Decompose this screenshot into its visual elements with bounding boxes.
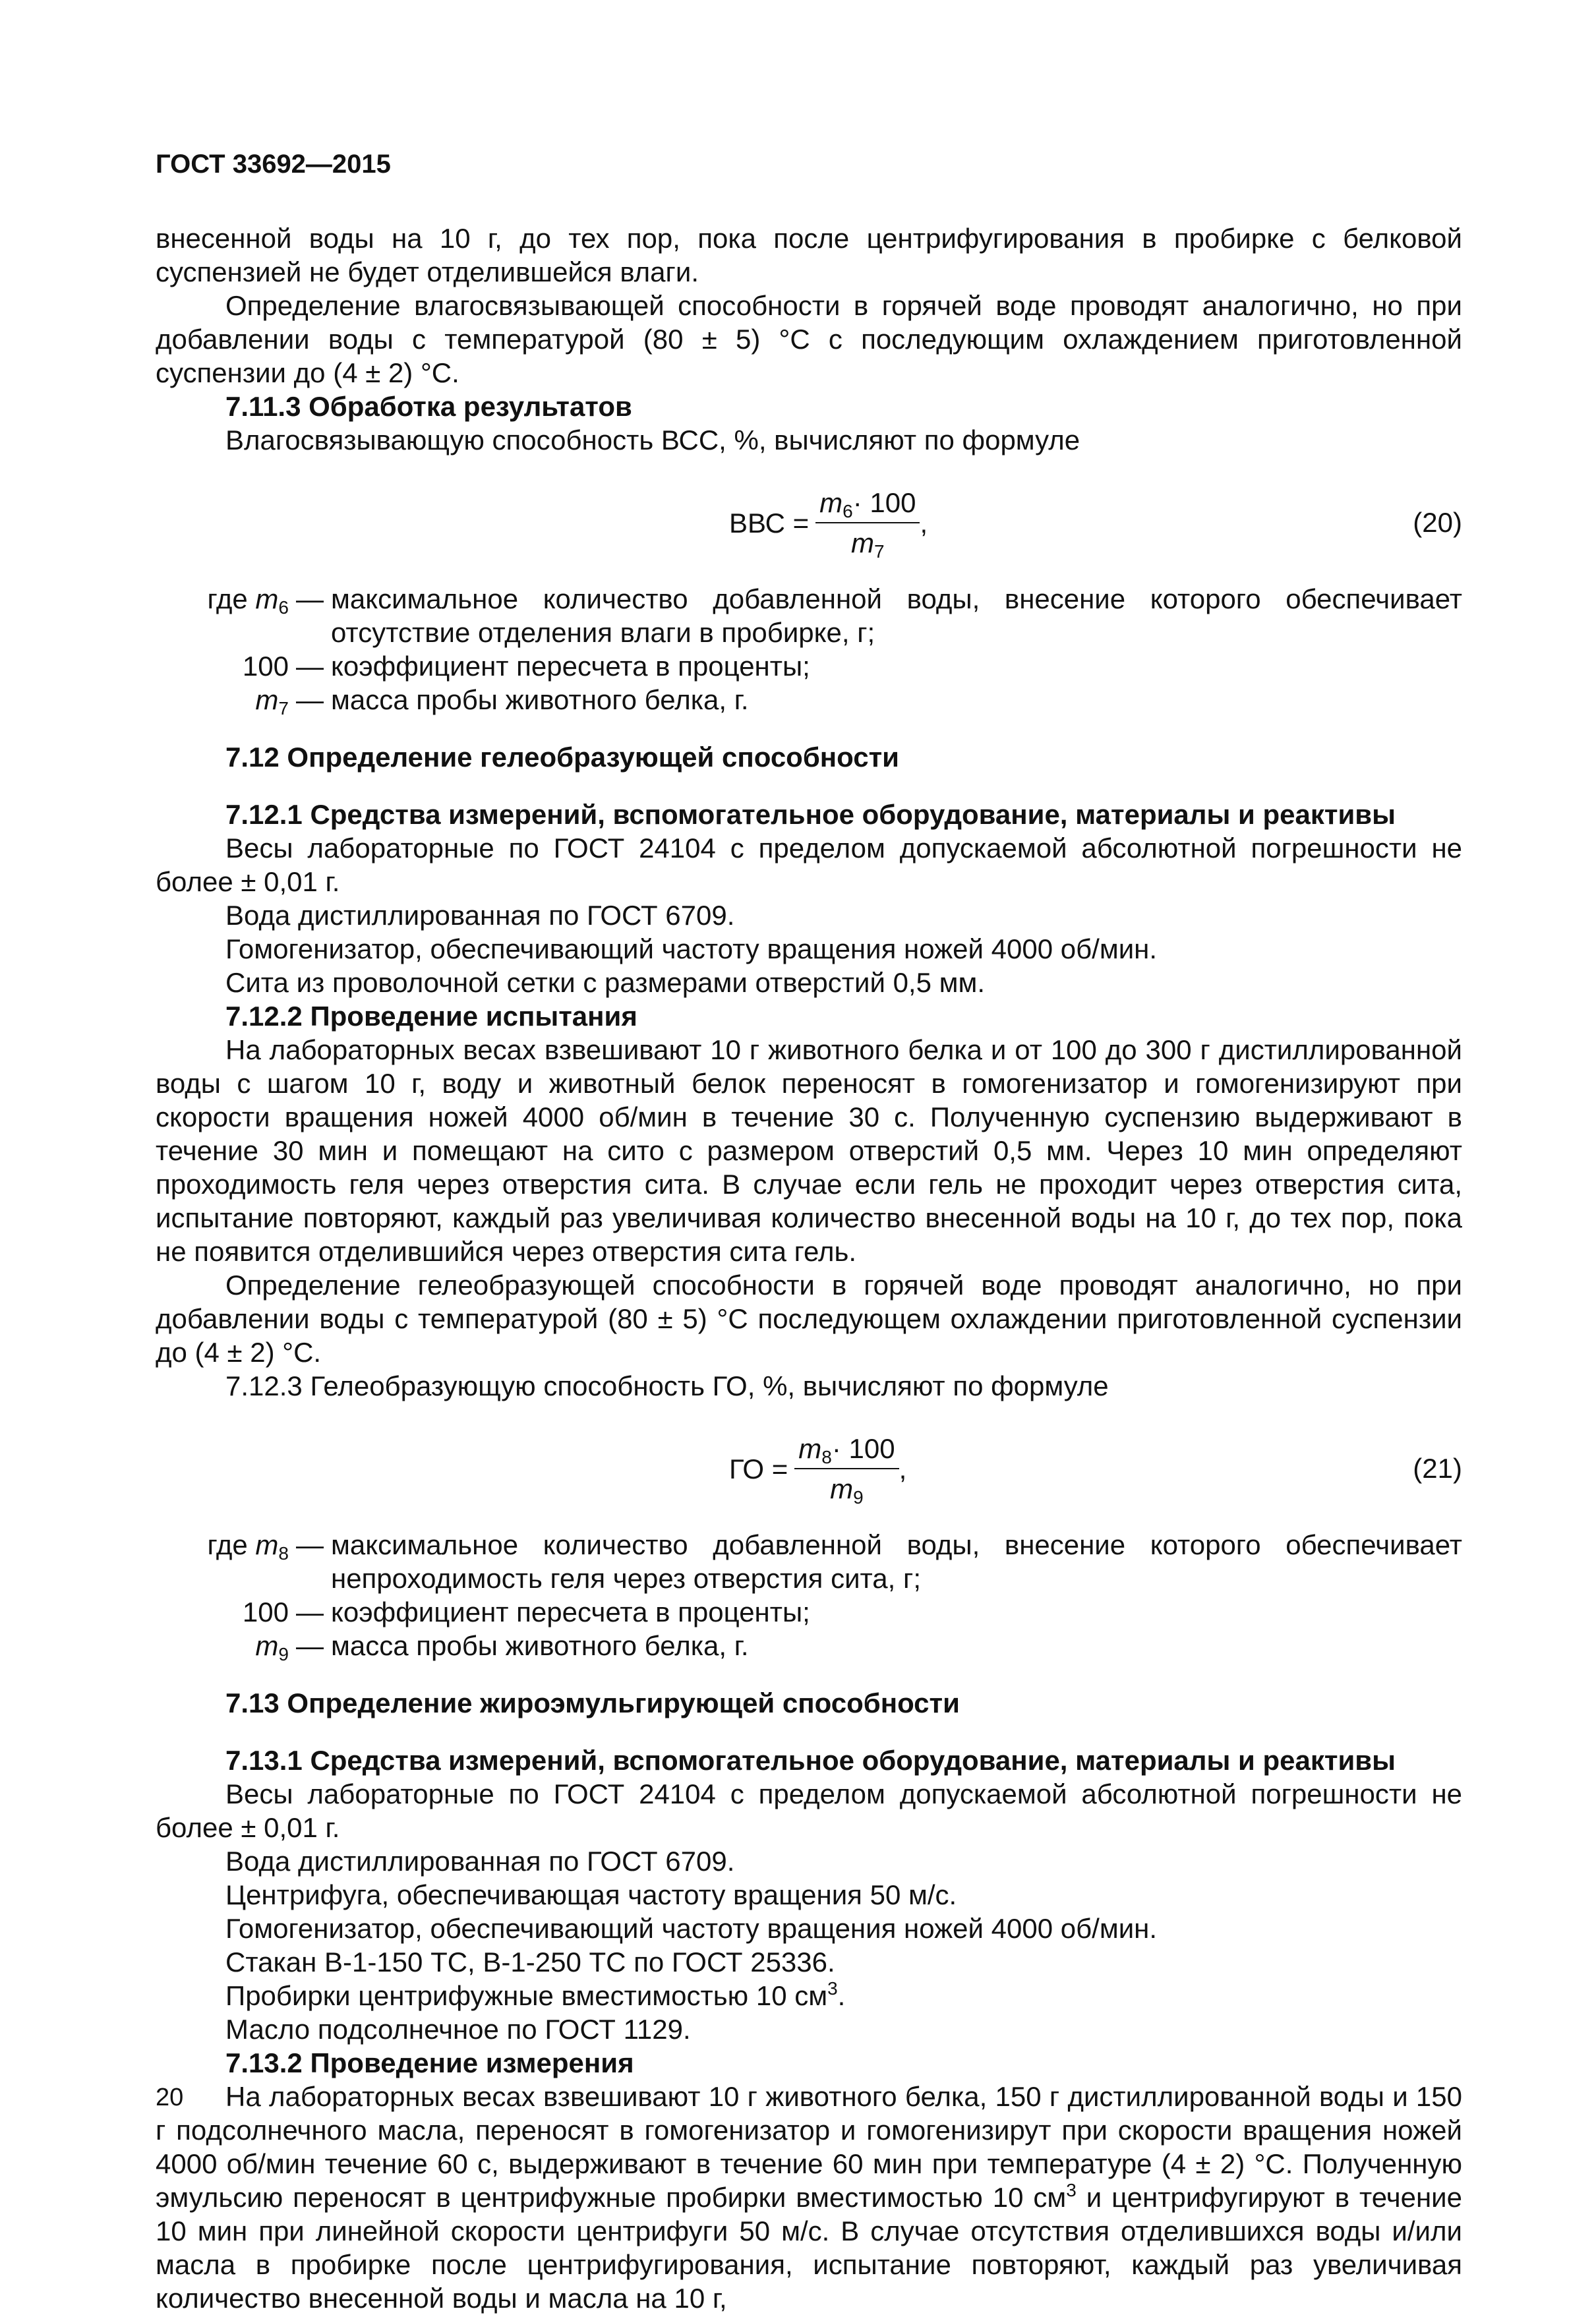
list-item: Стакан В-1-150 ТС, В-1-250 ТС по ГОСТ 25336.	[225, 1947, 835, 1978]
legend-dash: —	[296, 1597, 324, 1627]
list-item: Центрифуга, обеспечивающая частоту вращения 50 м/с.	[225, 1879, 957, 1910]
legend-text: масса пробы животного белка, г.	[331, 684, 749, 715]
formula-legend	[156, 582, 1462, 717]
list-item: Весы лабораторные по ГОСТ 24104 с пределом допускаемой абсолютной погрешности не более ± 0,01 г.	[156, 1778, 1462, 1843]
fraction-denominator	[830, 1469, 864, 1506]
variable: m	[830, 1473, 854, 1504]
legend-row	[156, 1629, 1462, 1662]
legend-text: максимальное количество добавленной воды, внесение которого обеспечивает непроходимость геля через отверстия сита, г;	[331, 1529, 1462, 1594]
variable: m	[255, 583, 279, 614]
section-heading: 7.11.3 Обработка результатов	[225, 391, 632, 422]
formula-expression	[729, 486, 928, 560]
legend-text: максимальное количество добавленной воды, внесение которого обеспечивает отсутствие отделения влаги в пробирке, г;	[331, 583, 1462, 648]
list-item	[156, 1979, 1462, 2012]
subscript: 6	[278, 597, 289, 618]
legend-dash: —	[296, 684, 324, 715]
legend-symbol: 100	[242, 1597, 289, 1627]
subsection-heading: 7.13.2 Проведение измерения	[225, 2047, 634, 2078]
formula-20	[156, 479, 1462, 578]
formula-21	[156, 1425, 1462, 1524]
subscript: 9	[278, 1644, 289, 1664]
document-header: ГОСТ 33692—2015	[156, 150, 391, 179]
numerator-rest: · 100	[831, 1433, 895, 1464]
paragraph: На лабораторных весах взвешивают 10 г животного белка и от 100 до 300 г дистиллированной воды с шагом 10 г, воду и животный белок переносят в гомогенизатор и гомогенизируют при скорости вращения ножей 4000 об/мин в течение 30 с. Полученную суспензию выдерживают в течение 30 мин и помещают на сито с размером отверстий 0,5 мм. Через 10 мин определяют проходимость геля через отверстия сита. В случае если гель не проходит через отверстия сита, испытание повторяют, каждый раз увеличивая количество внесенной воды на 10 г, до тех пор, пока не появится отделившийся через отверстия сита гель.	[156, 1034, 1462, 1267]
variable: m	[255, 684, 279, 715]
section-heading: 7.12 Определение гелеобразующей способности	[225, 742, 899, 773]
legend-row	[156, 582, 1462, 649]
paragraph: Определение влагосвязывающей способности в горячей воде проводят аналогично, но при добавлении воды с температурой (80 ± 5) °C с последующим охлаждением приготовленной суспензии до (4 ± 2) °C.	[156, 290, 1462, 388]
legend-dash: —	[296, 1529, 324, 1560]
legend-row	[156, 1528, 1462, 1595]
paragraph: внесенной воды на 10 г, до тех пор, пока после центрифугирования в пробирке с белковой суспензией не будет отделившейся влаги.	[156, 223, 1462, 287]
variable: m	[851, 527, 875, 558]
fraction	[794, 1432, 899, 1506]
list-item-text: Пробирки центрифужные вместимостью 10 см	[225, 1980, 828, 2011]
page-body	[156, 221, 1462, 2315]
variable: m	[255, 1630, 279, 1661]
numerator-rest: · 100	[852, 487, 916, 518]
subscript: 7	[278, 698, 289, 718]
page-number: 20	[156, 2084, 184, 2111]
formula-comma: ,	[899, 1453, 907, 1484]
subsection-heading: 7.12.1 Средства измерений, вспомогательное оборудование, материалы и реактивы	[225, 799, 1396, 830]
variable: m	[819, 487, 843, 518]
list-item: Вода дистиллированная по ГОСТ 6709.	[225, 1846, 735, 1877]
formula-expression	[729, 1432, 906, 1506]
list-item-end: .	[837, 1980, 846, 2011]
list-item: Сита из проволочной сетки с размерами отверстий 0,5 мм.	[225, 967, 986, 998]
legend-row	[156, 1595, 1462, 1629]
list-item: Гомогенизатор, обеспечивающий частоту вращения ножей 4000 об/мин.	[225, 1913, 1158, 1944]
paragraph: Определение гелеобразующей способности в горячей воде проводят аналогично, но при добавлении воды с температурой (80 ± 5) °C последующем охлаждении приготовленной суспензии до (4 ± 2) °C.	[156, 1270, 1462, 1368]
subscript: 8	[278, 1543, 289, 1564]
legend-symbol: 100	[242, 651, 289, 682]
list-item: Вода дистиллированная по ГОСТ 6709.	[225, 900, 735, 931]
fraction-numerator	[794, 1432, 899, 1469]
subsection-heading: 7.12.2 Проведение испытания	[225, 1001, 637, 1032]
legend-symbol	[156, 1629, 289, 1662]
list-item: Гомогенизатор, обеспечивающий частоту вращения ножей 4000 об/мин.	[225, 933, 1158, 964]
paragraph: Влагосвязывающую способность ВСС, %, вычисляют по формуле	[225, 425, 1080, 455]
legend-row	[156, 683, 1462, 717]
formula-lhs: ВВС =	[729, 507, 810, 539]
legend-text: масса пробы животного белка, г.	[331, 1630, 749, 1661]
list-item: Масло подсолнечное по ГОСТ 1129.	[225, 2014, 691, 2045]
paragraph	[156, 2080, 1462, 2315]
legend-dash: —	[296, 1630, 324, 1661]
superscript: 3	[1066, 2180, 1077, 2200]
legend-text: коэффициент пересчета в проценты;	[331, 651, 810, 682]
fraction-denominator	[851, 523, 885, 560]
legend-row	[156, 649, 1462, 683]
list-item: Весы лабораторные по ГОСТ 24104 с пределом допускаемой абсолютной погрешности не более ± 0,01 г.	[156, 833, 1462, 897]
formula-lhs: ГО =	[729, 1453, 788, 1484]
equation-number: (21)	[1413, 1453, 1462, 1484]
legend-dash: —	[296, 651, 324, 682]
subscript: 8	[821, 1447, 832, 1467]
legend-symbol	[156, 1528, 289, 1595]
formula-legend	[156, 1528, 1462, 1662]
section-heading: 7.13 Определение жироэмульгирующей способности	[225, 1687, 960, 1718]
subscript: 6	[842, 501, 853, 521]
legend-symbol	[156, 582, 289, 649]
legend-text: коэффициент пересчета в проценты;	[331, 1597, 810, 1627]
variable: m	[255, 1529, 279, 1560]
superscript: 3	[827, 1978, 838, 1999]
legend-symbol	[156, 683, 289, 717]
formula-comma: ,	[920, 507, 928, 539]
paragraph-text: На лабораторных весах взвешивают 10 г животного белка, 150 г дистиллированной воды и 150 г подсолнечного масла, переносят в гомогенизатор и гомогенизирут при скорости вращения ножей 4000 об/мин течение 60 с, выдерживают в течение 60 мин при температуре (4 ± 2) °С. Полученную эмульсию переносят в центрифужные пробирки вместимостью 10 см	[156, 2081, 1462, 2213]
legend-lead: где	[207, 583, 248, 614]
subsection-heading: 7.13.1 Средства измерений, вспомогательное оборудование, материалы и реактивы	[225, 1745, 1396, 1776]
fraction-numerator	[815, 486, 920, 523]
subscript: 7	[874, 541, 885, 562]
subscript: 9	[853, 1487, 864, 1508]
fraction	[815, 486, 920, 560]
equation-number: (20)	[1413, 507, 1462, 538]
legend-dash: —	[296, 583, 324, 614]
paragraph-text: и центрифугируют в течение 10 мин при линейной скорости центрифуги 50 м/с. В случае отсутствия отделившихся воды и/или масла в пробирке после центрифугирования, испытание повторяют, каждый раз увеличивая количество внесенной воды и масла на 10 г,	[156, 2182, 1462, 2314]
variable: m	[798, 1433, 822, 1464]
legend-lead: где	[207, 1529, 248, 1560]
paragraph: 7.12.3 Гелеобразующую способность ГО, %, вычисляют по формуле	[225, 1370, 1109, 1401]
